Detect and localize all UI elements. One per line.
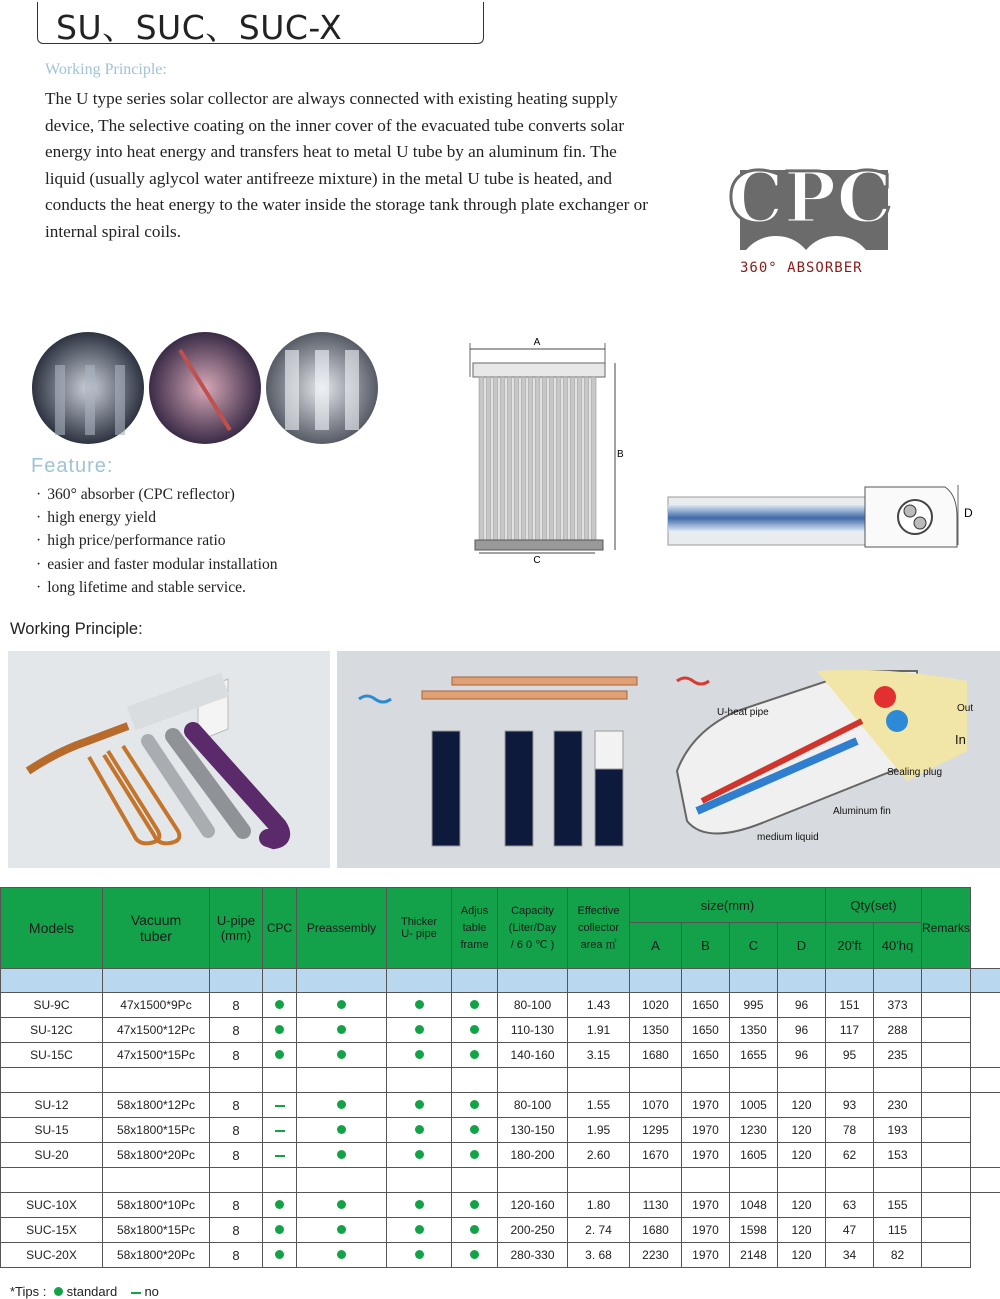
cell-a: 1680 xyxy=(630,1218,682,1243)
cell-pre xyxy=(297,1118,387,1143)
cell-remarks xyxy=(922,1043,971,1068)
cell-pre xyxy=(297,1018,387,1043)
blank-cell xyxy=(922,969,971,993)
cell-model: SUC-10X xyxy=(1,1193,103,1218)
blank-cell xyxy=(682,969,730,993)
cell-vacuum: 47x1500*9Pc xyxy=(103,993,210,1018)
cell-vacuum: 58x1800*10Pc xyxy=(103,1193,210,1218)
dim-label-a: A xyxy=(533,337,541,348)
feature-list xyxy=(36,483,278,599)
label-out: Out xyxy=(957,703,974,714)
cell-hq40: 153 xyxy=(874,1143,922,1168)
blank-cell xyxy=(210,1068,263,1093)
cell-thick xyxy=(387,1118,452,1143)
group-separator-row xyxy=(1,1068,1000,1093)
tips-standard: standard xyxy=(66,1284,118,1299)
cell-cpc xyxy=(263,1143,297,1168)
feature-item: · long lifetime and stable service. xyxy=(36,576,278,599)
header-a: A xyxy=(630,923,682,969)
cell-pre xyxy=(297,1143,387,1168)
cell-b: 1970 xyxy=(682,1243,730,1268)
cell-capacity: 180-200 xyxy=(498,1143,568,1168)
header-qty: Qty(set) xyxy=(826,888,922,923)
cell-d: 120 xyxy=(778,1193,826,1218)
cell-capacity: 120-160 xyxy=(498,1193,568,1218)
cell-adj xyxy=(452,1093,498,1118)
group-separator-row xyxy=(1,1168,1000,1193)
header-adjustable: Adjus table frame xyxy=(452,888,498,969)
cell-d: 120 xyxy=(778,1218,826,1243)
cell-capacity: 110-130 xyxy=(498,1018,568,1043)
no-dash-icon xyxy=(275,1130,285,1132)
cell-hq40: 82 xyxy=(874,1243,922,1268)
cell-adj xyxy=(452,1143,498,1168)
cell-c: 1230 xyxy=(730,1118,778,1143)
standard-dot-icon xyxy=(415,1125,424,1134)
cell-area: 1.43 xyxy=(568,993,630,1018)
cell-hq40: 288 xyxy=(874,1018,922,1043)
cell-ft20: 63 xyxy=(826,1193,874,1218)
cell-model: SUC-15X xyxy=(1,1218,103,1243)
blank-cell xyxy=(826,1068,874,1093)
cell-remarks xyxy=(922,993,971,1018)
standard-dot-icon xyxy=(415,1250,424,1259)
cell-area: 3.15 xyxy=(568,1043,630,1068)
blank-cell xyxy=(730,969,778,993)
cell-remarks xyxy=(922,1243,971,1268)
cell-c: 2148 xyxy=(730,1243,778,1268)
blank-cell xyxy=(874,969,922,993)
tube-photos xyxy=(30,330,380,445)
blank-cell xyxy=(498,1168,568,1193)
cpc-logo-subtitle: 360° ABSORBER xyxy=(740,260,863,276)
cell-ft20: 78 xyxy=(826,1118,874,1143)
cell-thick xyxy=(387,1018,452,1043)
cell-cpc xyxy=(263,1218,297,1243)
cell-d: 120 xyxy=(778,1243,826,1268)
no-dash-icon xyxy=(275,1155,285,1157)
cell-cpc xyxy=(263,1193,297,1218)
dim-label-d: D xyxy=(964,506,973,520)
cell-b: 1650 xyxy=(682,1043,730,1068)
standard-dot-icon xyxy=(337,1050,346,1059)
cell-capacity: 200-250 xyxy=(498,1218,568,1243)
cell-upipe: 8 xyxy=(210,1143,263,1168)
cell-upipe: 8 xyxy=(210,1193,263,1218)
table-row xyxy=(1,993,1000,1018)
standard-dot-icon xyxy=(415,1225,424,1234)
cell-thick xyxy=(387,993,452,1018)
header-20ft: 20'ft xyxy=(826,923,874,969)
feature-item: · high energy yield xyxy=(36,506,278,529)
cell-adj xyxy=(452,1243,498,1268)
cell-a: 1295 xyxy=(630,1118,682,1143)
cell-remarks xyxy=(922,1193,971,1218)
blank-cell xyxy=(630,969,682,993)
standard-dot-icon xyxy=(275,1025,284,1034)
blank-cell xyxy=(568,969,630,993)
working-principle-diagram xyxy=(337,651,1000,868)
cell-upipe: 8 xyxy=(210,1018,263,1043)
header-c: C xyxy=(730,923,778,969)
collector-dimension-drawing xyxy=(465,335,630,570)
label-medium-liquid: medium liquid xyxy=(757,832,819,843)
cell-adj xyxy=(452,1193,498,1218)
blank-cell xyxy=(730,1168,778,1193)
cell-capacity: 80-100 xyxy=(498,993,568,1018)
cell-thick xyxy=(387,1218,452,1243)
standard-dot-icon xyxy=(337,1125,346,1134)
standard-dot-icon xyxy=(337,1225,346,1234)
label-u-heat-pipe: U-heat pipe xyxy=(717,707,769,718)
cell-c: 1655 xyxy=(730,1043,778,1068)
cell-d: 96 xyxy=(778,993,826,1018)
blank-cell xyxy=(263,1068,297,1093)
standard-dot-icon xyxy=(470,1225,479,1234)
no-dash-icon xyxy=(131,1292,141,1294)
cell-remarks xyxy=(922,1093,971,1118)
cell-b: 1650 xyxy=(682,1018,730,1043)
cell-area: 1.95 xyxy=(568,1118,630,1143)
standard-dot-icon xyxy=(470,1250,479,1259)
standard-dot-icon xyxy=(415,1200,424,1209)
table-row xyxy=(1,1118,1000,1143)
standard-dot-icon xyxy=(415,1150,424,1159)
label-aluminum-fin: Aluminum fin xyxy=(833,806,891,817)
cell-capacity: 140-160 xyxy=(498,1043,568,1068)
cell-cpc xyxy=(263,1018,297,1043)
spec-table xyxy=(0,887,1000,1268)
cell-area: 1.91 xyxy=(568,1018,630,1043)
cell-b: 1970 xyxy=(682,1193,730,1218)
cell-a: 1680 xyxy=(630,1043,682,1068)
cell-area: 1.80 xyxy=(568,1193,630,1218)
blank-cell xyxy=(1,1168,103,1193)
cell-ft20: 151 xyxy=(826,993,874,1018)
working-principle-2-title: Working Principle: xyxy=(10,620,143,638)
blank-cell xyxy=(630,1168,682,1193)
cpc-logo-letters: CPC xyxy=(727,160,893,239)
cell-vacuum: 58x1800*15Pc xyxy=(103,1218,210,1243)
header-remarks: Remarks xyxy=(922,888,971,969)
cell-pre xyxy=(297,1043,387,1068)
blank-cell xyxy=(971,1068,1000,1093)
cell-a: 1130 xyxy=(630,1193,682,1218)
cell-hq40: 115 xyxy=(874,1218,922,1243)
blank-cell xyxy=(452,969,498,993)
standard-dot-icon xyxy=(275,1050,284,1059)
cell-c: 1598 xyxy=(730,1218,778,1243)
blank-cell xyxy=(103,1168,210,1193)
standard-dot-icon xyxy=(415,1025,424,1034)
blank-cell xyxy=(922,1068,971,1093)
cell-c: 1605 xyxy=(730,1143,778,1168)
cell-model: SU-9C xyxy=(1,993,103,1018)
cell-d: 120 xyxy=(778,1143,826,1168)
cell-c: 995 xyxy=(730,993,778,1018)
feature-item: · easier and faster modular installation xyxy=(36,553,278,576)
cell-cpc xyxy=(263,993,297,1018)
blank-cell xyxy=(452,1068,498,1093)
cell-hq40: 373 xyxy=(874,993,922,1018)
cell-pre xyxy=(297,1243,387,1268)
tips-prefix: *Tips : xyxy=(10,1284,47,1299)
cell-model: SU-12C xyxy=(1,1018,103,1043)
header-40hq: 40'hq xyxy=(874,923,922,969)
standard-dot-icon xyxy=(415,1000,424,1009)
blank-cell xyxy=(682,1068,730,1093)
tips-no: no xyxy=(144,1284,159,1299)
header-b: B xyxy=(682,923,730,969)
working-principle-text: The U type series solar collector are always connected with existing heating supply device, The selective coating on the inner cover of the evacuated tube converts solar energy into heat energy and transfers heat to metal U tube by an aluminum fin. The liquid (usually aglycol water antifreeze mixture) in the metal U tube is heated, and conducts the heat energy to the water inside the storage tank through plate exchanger or internal spiral coils. xyxy=(45,89,648,241)
table-row xyxy=(1,1018,1000,1043)
header-upipe: U-pipe (mm) xyxy=(210,888,263,969)
cell-pre xyxy=(297,1193,387,1218)
cell-b: 1970 xyxy=(682,1093,730,1118)
cell-a: 1670 xyxy=(630,1143,682,1168)
table-row xyxy=(1,1093,1000,1118)
standard-dot-icon xyxy=(415,1100,424,1109)
cell-upipe: 8 xyxy=(210,993,263,1018)
cell-vacuum: 58x1800*20Pc xyxy=(103,1243,210,1268)
cell-upipe: 8 xyxy=(210,1118,263,1143)
standard-dot-icon xyxy=(275,1000,284,1009)
standard-dot-icon xyxy=(337,1025,346,1034)
cell-thick xyxy=(387,1143,452,1168)
standard-dot-icon xyxy=(470,1100,479,1109)
header-capacity: Capacity (Liter/Day / 6 0 ℃ ) xyxy=(498,888,568,969)
cell-model: SU-15C xyxy=(1,1043,103,1068)
cell-remarks xyxy=(922,1018,971,1043)
cell-ft20: 117 xyxy=(826,1018,874,1043)
cell-area: 3. 68 xyxy=(568,1243,630,1268)
no-dash-icon xyxy=(275,1105,285,1107)
blank-cell xyxy=(387,969,452,993)
standard-dot-icon xyxy=(470,1025,479,1034)
cell-remarks xyxy=(922,1143,971,1168)
cell-adj xyxy=(452,1043,498,1068)
cell-model: SU-15 xyxy=(1,1118,103,1143)
blank-cell xyxy=(498,969,568,993)
header-d: D xyxy=(778,923,826,969)
table-row xyxy=(1,1193,1000,1218)
standard-dot-icon xyxy=(470,1150,479,1159)
blank-cell xyxy=(103,1068,210,1093)
dim-label-c: C xyxy=(533,555,541,566)
standard-dot-icon xyxy=(337,1250,346,1259)
feature-item: · high price/performance ratio xyxy=(36,529,278,552)
cell-cpc xyxy=(263,1243,297,1268)
standard-dot-icon xyxy=(54,1287,63,1296)
cell-pre xyxy=(297,1218,387,1243)
blank-cell xyxy=(971,969,1000,993)
blank-cell xyxy=(568,1068,630,1093)
header-cpc: CPC xyxy=(263,888,297,969)
blank-cell xyxy=(826,1168,874,1193)
working-principle-label: Working Principle: xyxy=(45,61,167,78)
u-pipe-render xyxy=(8,651,330,868)
cell-upipe: 8 xyxy=(210,1093,263,1118)
cell-b: 1970 xyxy=(682,1143,730,1168)
cell-area: 2. 74 xyxy=(568,1218,630,1243)
standard-dot-icon xyxy=(275,1250,284,1259)
table-row xyxy=(1,1218,1000,1243)
dim-label-b: B xyxy=(617,449,624,460)
blank-cell xyxy=(922,1168,971,1193)
cell-model: SU-20 xyxy=(1,1143,103,1168)
blank-cell xyxy=(297,1168,387,1193)
blank-cell xyxy=(874,1168,922,1193)
blue-separator-row xyxy=(1,969,1000,993)
cell-hq40: 235 xyxy=(874,1043,922,1068)
standard-dot-icon xyxy=(337,1000,346,1009)
cell-adj xyxy=(452,1018,498,1043)
cell-model: SU-12 xyxy=(1,1093,103,1118)
standard-dot-icon xyxy=(275,1225,284,1234)
blank-cell xyxy=(103,969,210,993)
cell-adj xyxy=(452,1218,498,1243)
blank-cell xyxy=(874,1068,922,1093)
cell-adj xyxy=(452,1118,498,1143)
cell-capacity: 80-100 xyxy=(498,1093,568,1118)
blank-cell xyxy=(1,969,103,993)
standard-dot-icon xyxy=(470,1125,479,1134)
table-row xyxy=(1,1043,1000,1068)
cpc-logo xyxy=(725,160,895,255)
page-title: SU、SUC、SUC-X xyxy=(56,8,343,47)
blank-cell xyxy=(297,1068,387,1093)
cell-vacuum: 47x1500*12Pc xyxy=(103,1018,210,1043)
cell-ft20: 95 xyxy=(826,1043,874,1068)
blank-cell xyxy=(630,1068,682,1093)
table-row xyxy=(1,1243,1000,1268)
standard-dot-icon xyxy=(337,1200,346,1209)
cell-cpc xyxy=(263,1043,297,1068)
standard-dot-icon xyxy=(470,1050,479,1059)
cell-hq40: 155 xyxy=(874,1193,922,1218)
cell-pre xyxy=(297,1093,387,1118)
cell-capacity: 130-150 xyxy=(498,1118,568,1143)
label-sealing-plug: Sealing plug xyxy=(887,767,943,778)
blank-cell xyxy=(210,1168,263,1193)
header-effective-area: Effective collector area ㎡ xyxy=(568,888,630,969)
cell-thick xyxy=(387,1093,452,1118)
blank-cell xyxy=(263,969,297,993)
standard-dot-icon xyxy=(470,1000,479,1009)
table-row xyxy=(1,1143,1000,1168)
cell-thick xyxy=(387,1193,452,1218)
cell-upipe: 8 xyxy=(210,1218,263,1243)
cell-remarks xyxy=(922,1218,971,1243)
standard-dot-icon xyxy=(337,1100,346,1109)
tips-legend xyxy=(10,1284,159,1299)
standard-dot-icon xyxy=(415,1050,424,1059)
blank-cell xyxy=(263,1168,297,1193)
cell-b: 1970 xyxy=(682,1118,730,1143)
cell-ft20: 47 xyxy=(826,1218,874,1243)
side-view-drawing xyxy=(665,475,980,555)
standard-dot-icon xyxy=(470,1200,479,1209)
cell-a: 1020 xyxy=(630,993,682,1018)
cell-d: 96 xyxy=(778,1043,826,1068)
label-in: In xyxy=(955,732,966,747)
standard-dot-icon xyxy=(337,1150,346,1159)
cell-b: 1650 xyxy=(682,993,730,1018)
cell-model: SUC-20X xyxy=(1,1243,103,1268)
cell-c: 1350 xyxy=(730,1018,778,1043)
header-models: Models xyxy=(1,888,103,969)
feature-title: Feature: xyxy=(31,455,114,477)
blank-cell xyxy=(682,1168,730,1193)
cell-hq40: 193 xyxy=(874,1118,922,1143)
blank-cell xyxy=(778,969,826,993)
blank-cell xyxy=(971,1168,1000,1193)
cell-d: 120 xyxy=(778,1093,826,1118)
blank-cell xyxy=(568,1168,630,1193)
cell-ft20: 62 xyxy=(826,1143,874,1168)
cell-upipe: 8 xyxy=(210,1243,263,1268)
cell-upipe: 8 xyxy=(210,1043,263,1068)
blank-cell xyxy=(387,1168,452,1193)
cell-adj xyxy=(452,993,498,1018)
cell-pre xyxy=(297,993,387,1018)
cell-ft20: 34 xyxy=(826,1243,874,1268)
cell-d: 96 xyxy=(778,1018,826,1043)
cell-c: 1048 xyxy=(730,1193,778,1218)
cell-area: 1.55 xyxy=(568,1093,630,1118)
blank-cell xyxy=(297,969,387,993)
cell-cpc xyxy=(263,1093,297,1118)
header-size: size(mm) xyxy=(630,888,826,923)
cell-a: 2230 xyxy=(630,1243,682,1268)
blank-cell xyxy=(730,1068,778,1093)
cell-cpc xyxy=(263,1118,297,1143)
standard-dot-icon xyxy=(275,1200,284,1209)
blank-cell xyxy=(452,1168,498,1193)
blank-cell xyxy=(1,1068,103,1093)
cell-vacuum: 58x1800*20Pc xyxy=(103,1143,210,1168)
header-vacuum-tuber: Vacuum tuber xyxy=(103,888,210,969)
cell-remarks xyxy=(922,1118,971,1143)
cell-ft20: 93 xyxy=(826,1093,874,1118)
cell-b: 1970 xyxy=(682,1218,730,1243)
cell-c: 1005 xyxy=(730,1093,778,1118)
header-thicker: Thicker U- pipe xyxy=(387,888,452,969)
feature-item: · 360° absorber (CPC reflector) xyxy=(36,483,278,506)
cell-vacuum: 58x1800*15Pc xyxy=(103,1118,210,1143)
cell-hq40: 230 xyxy=(874,1093,922,1118)
cell-vacuum: 58x1800*12Pc xyxy=(103,1093,210,1118)
cell-vacuum: 47x1500*15Pc xyxy=(103,1043,210,1068)
blank-cell xyxy=(826,969,874,993)
cell-capacity: 280-330 xyxy=(498,1243,568,1268)
header-preassembly: Preassembly xyxy=(297,888,387,969)
cell-a: 1070 xyxy=(630,1093,682,1118)
cell-d: 120 xyxy=(778,1118,826,1143)
cell-thick xyxy=(387,1243,452,1268)
blank-cell xyxy=(387,1068,452,1093)
blank-cell xyxy=(210,969,263,993)
cell-area: 2.60 xyxy=(568,1143,630,1168)
cell-thick xyxy=(387,1043,452,1068)
blank-cell xyxy=(778,1168,826,1193)
blank-cell xyxy=(498,1068,568,1093)
cell-a: 1350 xyxy=(630,1018,682,1043)
blank-cell xyxy=(778,1068,826,1093)
